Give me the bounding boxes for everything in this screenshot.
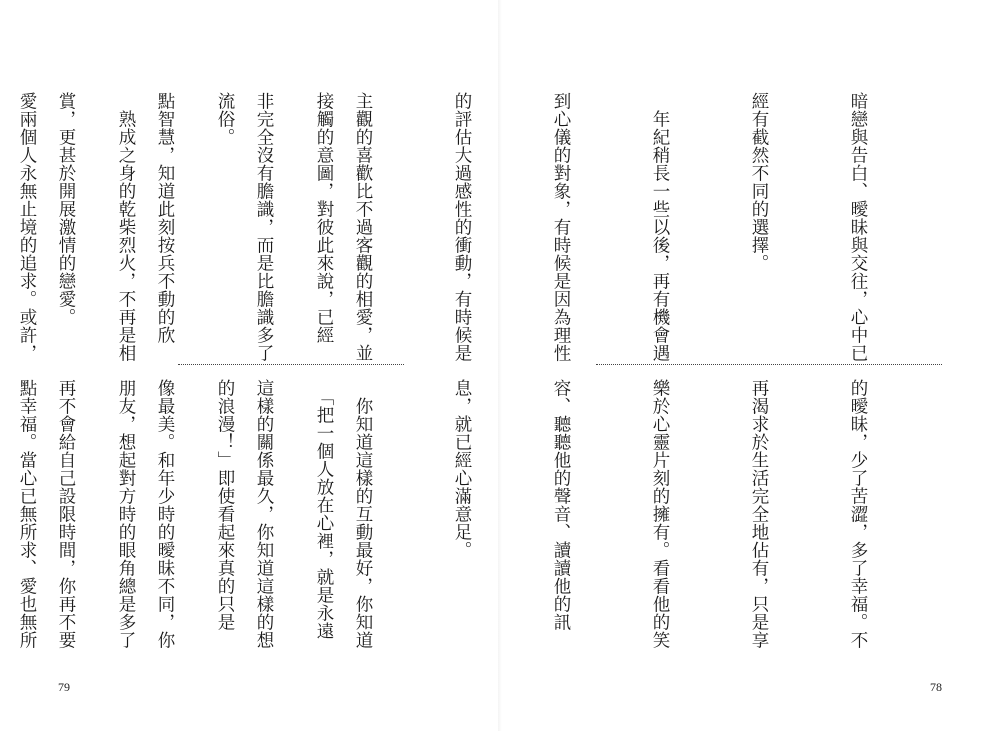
page-number: 78 [930, 680, 942, 694]
text-line: 賞，更甚於開展激情的戀愛。 [56, 92, 76, 326]
left-page-lower-text [0, 379, 406, 649]
text-line: 這樣的關係最久，你知道這樣的想 [254, 379, 274, 649]
text-line: 流俗。 [215, 92, 235, 146]
text-line: 的評估大過感性的衝動，有時候是 [452, 92, 472, 362]
text-line: 樂於心靈片刻的擁有。看看他的笑 [650, 379, 670, 649]
text-line: 你知道這樣的互動最好，你知道 [353, 379, 373, 649]
text-line: 非完全沒有膽識，而是比膽識多了 [254, 92, 274, 362]
text-line: 年紀稍長一些以後，再有機會遇 [650, 92, 670, 362]
text-line: 的浪漫！」即使看起來真的只是 [215, 379, 235, 631]
text-line: 點幸福。當心已無所求、愛也無所 [17, 379, 37, 649]
text-line: 再渴求於生活完全地佔有，只是享 [749, 379, 769, 649]
text-line: 容、聽聽他的聲音、讀讀他的訊 [551, 379, 571, 631]
text-line: 接觸的意圖，對彼此來說，已經 [314, 92, 334, 344]
section-divider [178, 364, 404, 365]
text-line: 主觀的喜歡比不過客觀的相愛，並 [353, 92, 373, 362]
text-line: 朋友，想起對方時的眼角總是多了 [116, 379, 136, 649]
text-line: 再不會給自己設限時間，你再不要 [56, 379, 76, 649]
text-line: 經有截然不同的選擇。 [749, 92, 769, 272]
text-line: 愛兩個人永無止境的追求。或許， [17, 92, 37, 362]
section-divider [596, 364, 942, 365]
text-line: 點智慧，知道此刻按兵不動的欣 [155, 92, 175, 344]
text-line: 「把一個人放在心裡，就是永遠 [314, 379, 334, 641]
page-number: 79 [58, 680, 70, 694]
text-line: 熟成之身的乾柴烈火，不再是相 [116, 92, 136, 362]
text-line: 息，就已經心滿意足。 [452, 379, 472, 559]
text-line: 暗戀與告白、曖昧與交往，心中已 [848, 92, 868, 362]
text-line: 像最美。和年少時的曖昧不同，你 [155, 379, 175, 649]
text-line: 到心儀的對象，有時候是因為理性 [551, 92, 571, 362]
text-line: 的曖昧，少了苦澀，多了幸福。不 [848, 379, 868, 649]
left-page-upper-text [0, 92, 406, 362]
